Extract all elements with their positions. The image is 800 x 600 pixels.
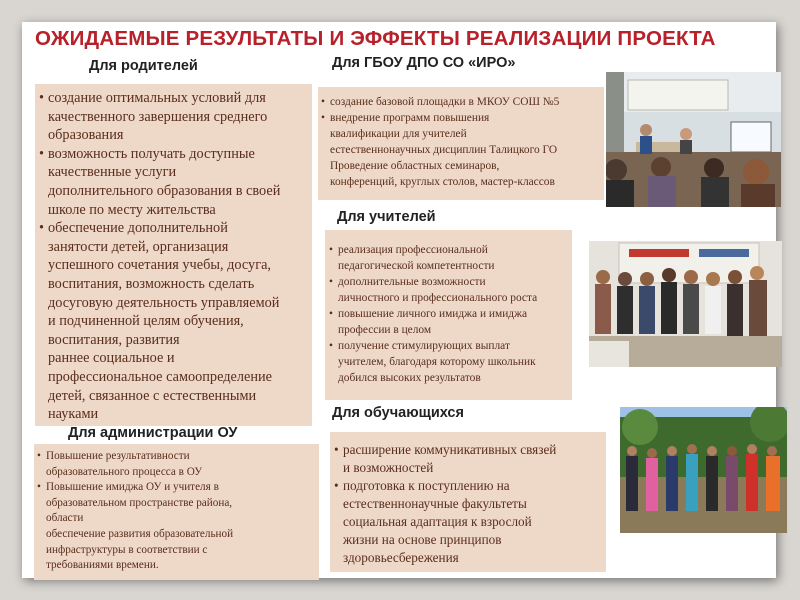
- bullet-line: образовательном пространстве района,: [46, 496, 233, 509]
- bullet-item: [321, 110, 601, 190]
- students-heading: Для обучающихся: [332, 405, 464, 421]
- students-photo: [620, 407, 787, 533]
- bullet-line: воспитания, возможность сделать: [48, 275, 255, 292]
- bullet-line: Повышение результативности: [46, 450, 190, 462]
- bullet-line: области: [46, 512, 84, 525]
- continuation-line: детей, связанное с естественными: [48, 387, 257, 404]
- bullet-line: естественнонаучные факультеты: [343, 496, 527, 511]
- iro-box: [318, 87, 604, 200]
- bullet-line: профессии в целом: [338, 324, 432, 336]
- bullet-line: расширение коммуникативных связей: [343, 442, 557, 457]
- bullet-line: внедрение программ повышения: [330, 112, 490, 124]
- bullet-line: создание оптимальных условий для: [48, 90, 266, 106]
- iro-heading: Для ГБОУ ДПО СО «ИРО»: [332, 55, 516, 71]
- bullet-line: успешного сочетания учебы, досуга,: [48, 257, 271, 274]
- bullet-line: Проведение областных семинаров,: [330, 160, 500, 172]
- parents-list: [39, 89, 308, 349]
- students-continuation: [334, 513, 602, 567]
- bullet-line: дополнительного образования в своей: [48, 182, 281, 199]
- bullet-line: Повышение имиджа ОУ и учителя в: [46, 481, 219, 494]
- students-list: [334, 441, 602, 513]
- teachers-box: [325, 230, 572, 400]
- classroom-photo: [606, 72, 781, 207]
- slide-title: ОЖИДАЕМЫЕ РЕЗУЛЬТАТЫ И ЭФФЕКТЫ РЕАЛИЗАЦИИ ПРОЕКТА: [35, 27, 716, 50]
- bullet-line: образовательного процесса в ОУ: [46, 465, 203, 478]
- teachers-photo: [589, 241, 782, 367]
- admin-continuation: [37, 527, 316, 574]
- admin-heading: Для администрации ОУ: [68, 425, 238, 441]
- bullet-item: [329, 338, 567, 386]
- bullet-item: [321, 94, 601, 110]
- bullet-line: личностного и профессионального роста: [338, 292, 538, 304]
- bullet-item: [37, 449, 316, 480]
- bullet-line: реализация профессиональной: [338, 244, 488, 256]
- bullet-item: [39, 219, 308, 349]
- bullet-line: образования: [48, 127, 124, 144]
- bullet-line: и возможностей: [343, 460, 434, 475]
- bullet-line: и подчиненной целям обучения,: [48, 313, 244, 330]
- continuation-line: науками: [48, 406, 99, 423]
- bullet-line: качественного завершения среднего: [48, 108, 268, 125]
- bullet-item: [39, 89, 308, 145]
- bullet-line: досуговую деятельность управляемой: [48, 294, 280, 311]
- bullet-line: квалификации для учителей: [330, 128, 467, 140]
- bullet-line: воспитания, развития: [48, 331, 180, 348]
- bullet-item: [329, 242, 567, 274]
- iro-list: [321, 94, 601, 190]
- bullet-line: учителем, благодаря которому школьник: [338, 356, 536, 368]
- bullet-item: [329, 306, 567, 338]
- bullet-line: школе по месту жительства: [48, 201, 216, 218]
- bullet-line: конференций, круглых столов, мастер-классов: [330, 176, 555, 188]
- bullet-line: дополнительные возможности: [338, 276, 486, 288]
- teachers-list: [329, 242, 567, 386]
- continuation-line: социальная адаптация к взрослой: [343, 514, 532, 529]
- bullet-item: [334, 477, 602, 513]
- bullet-line: обеспечение дополнительной: [48, 220, 228, 237]
- continuation-line: здоровьесбережения: [343, 550, 459, 565]
- bullet-line: повышение личного имиджа и имиджа: [338, 308, 528, 320]
- bullet-item: [39, 145, 308, 219]
- continuation-line: профессиональное самоопределение: [48, 368, 272, 385]
- bullet-line: получение стимулирующих выплат: [338, 340, 510, 352]
- bullet-item: [334, 441, 602, 477]
- bullet-line: добился высоких результатов: [338, 372, 481, 384]
- continuation-line: требованиями времени.: [46, 559, 159, 572]
- parents-box: [35, 84, 312, 426]
- bullet-line: возможность получать доступные: [48, 145, 255, 162]
- continuation-line: жизни на основе принципов: [343, 532, 502, 547]
- bullet-item: [37, 480, 316, 527]
- continuation-line: инфраструктуры в соответствии с: [46, 543, 208, 556]
- bullet-line: педагогической компетентности: [338, 260, 495, 272]
- bullet-line: подготовка к поступлению на: [343, 478, 510, 493]
- continuation-line: раннее социальное и: [48, 350, 175, 367]
- continuation-line: обеспечение развития образовательной: [46, 527, 234, 540]
- students-box: [330, 432, 606, 572]
- admin-box: [34, 444, 319, 580]
- bullet-line: создание базовой площадки в МКОУ СОШ №5: [330, 96, 560, 108]
- teachers-heading: Для учителей: [337, 209, 436, 225]
- bullet-line: качественные услуги: [48, 164, 177, 181]
- bullet-item: [329, 274, 567, 306]
- admin-list: [37, 449, 316, 527]
- parents-continuation: [39, 349, 308, 423]
- bullet-line: занятости детей, организация: [48, 238, 229, 255]
- bullet-line: естественнонаучных дисциплин Талицкого ГО: [330, 144, 558, 156]
- parents-heading: Для родителей: [89, 58, 198, 74]
